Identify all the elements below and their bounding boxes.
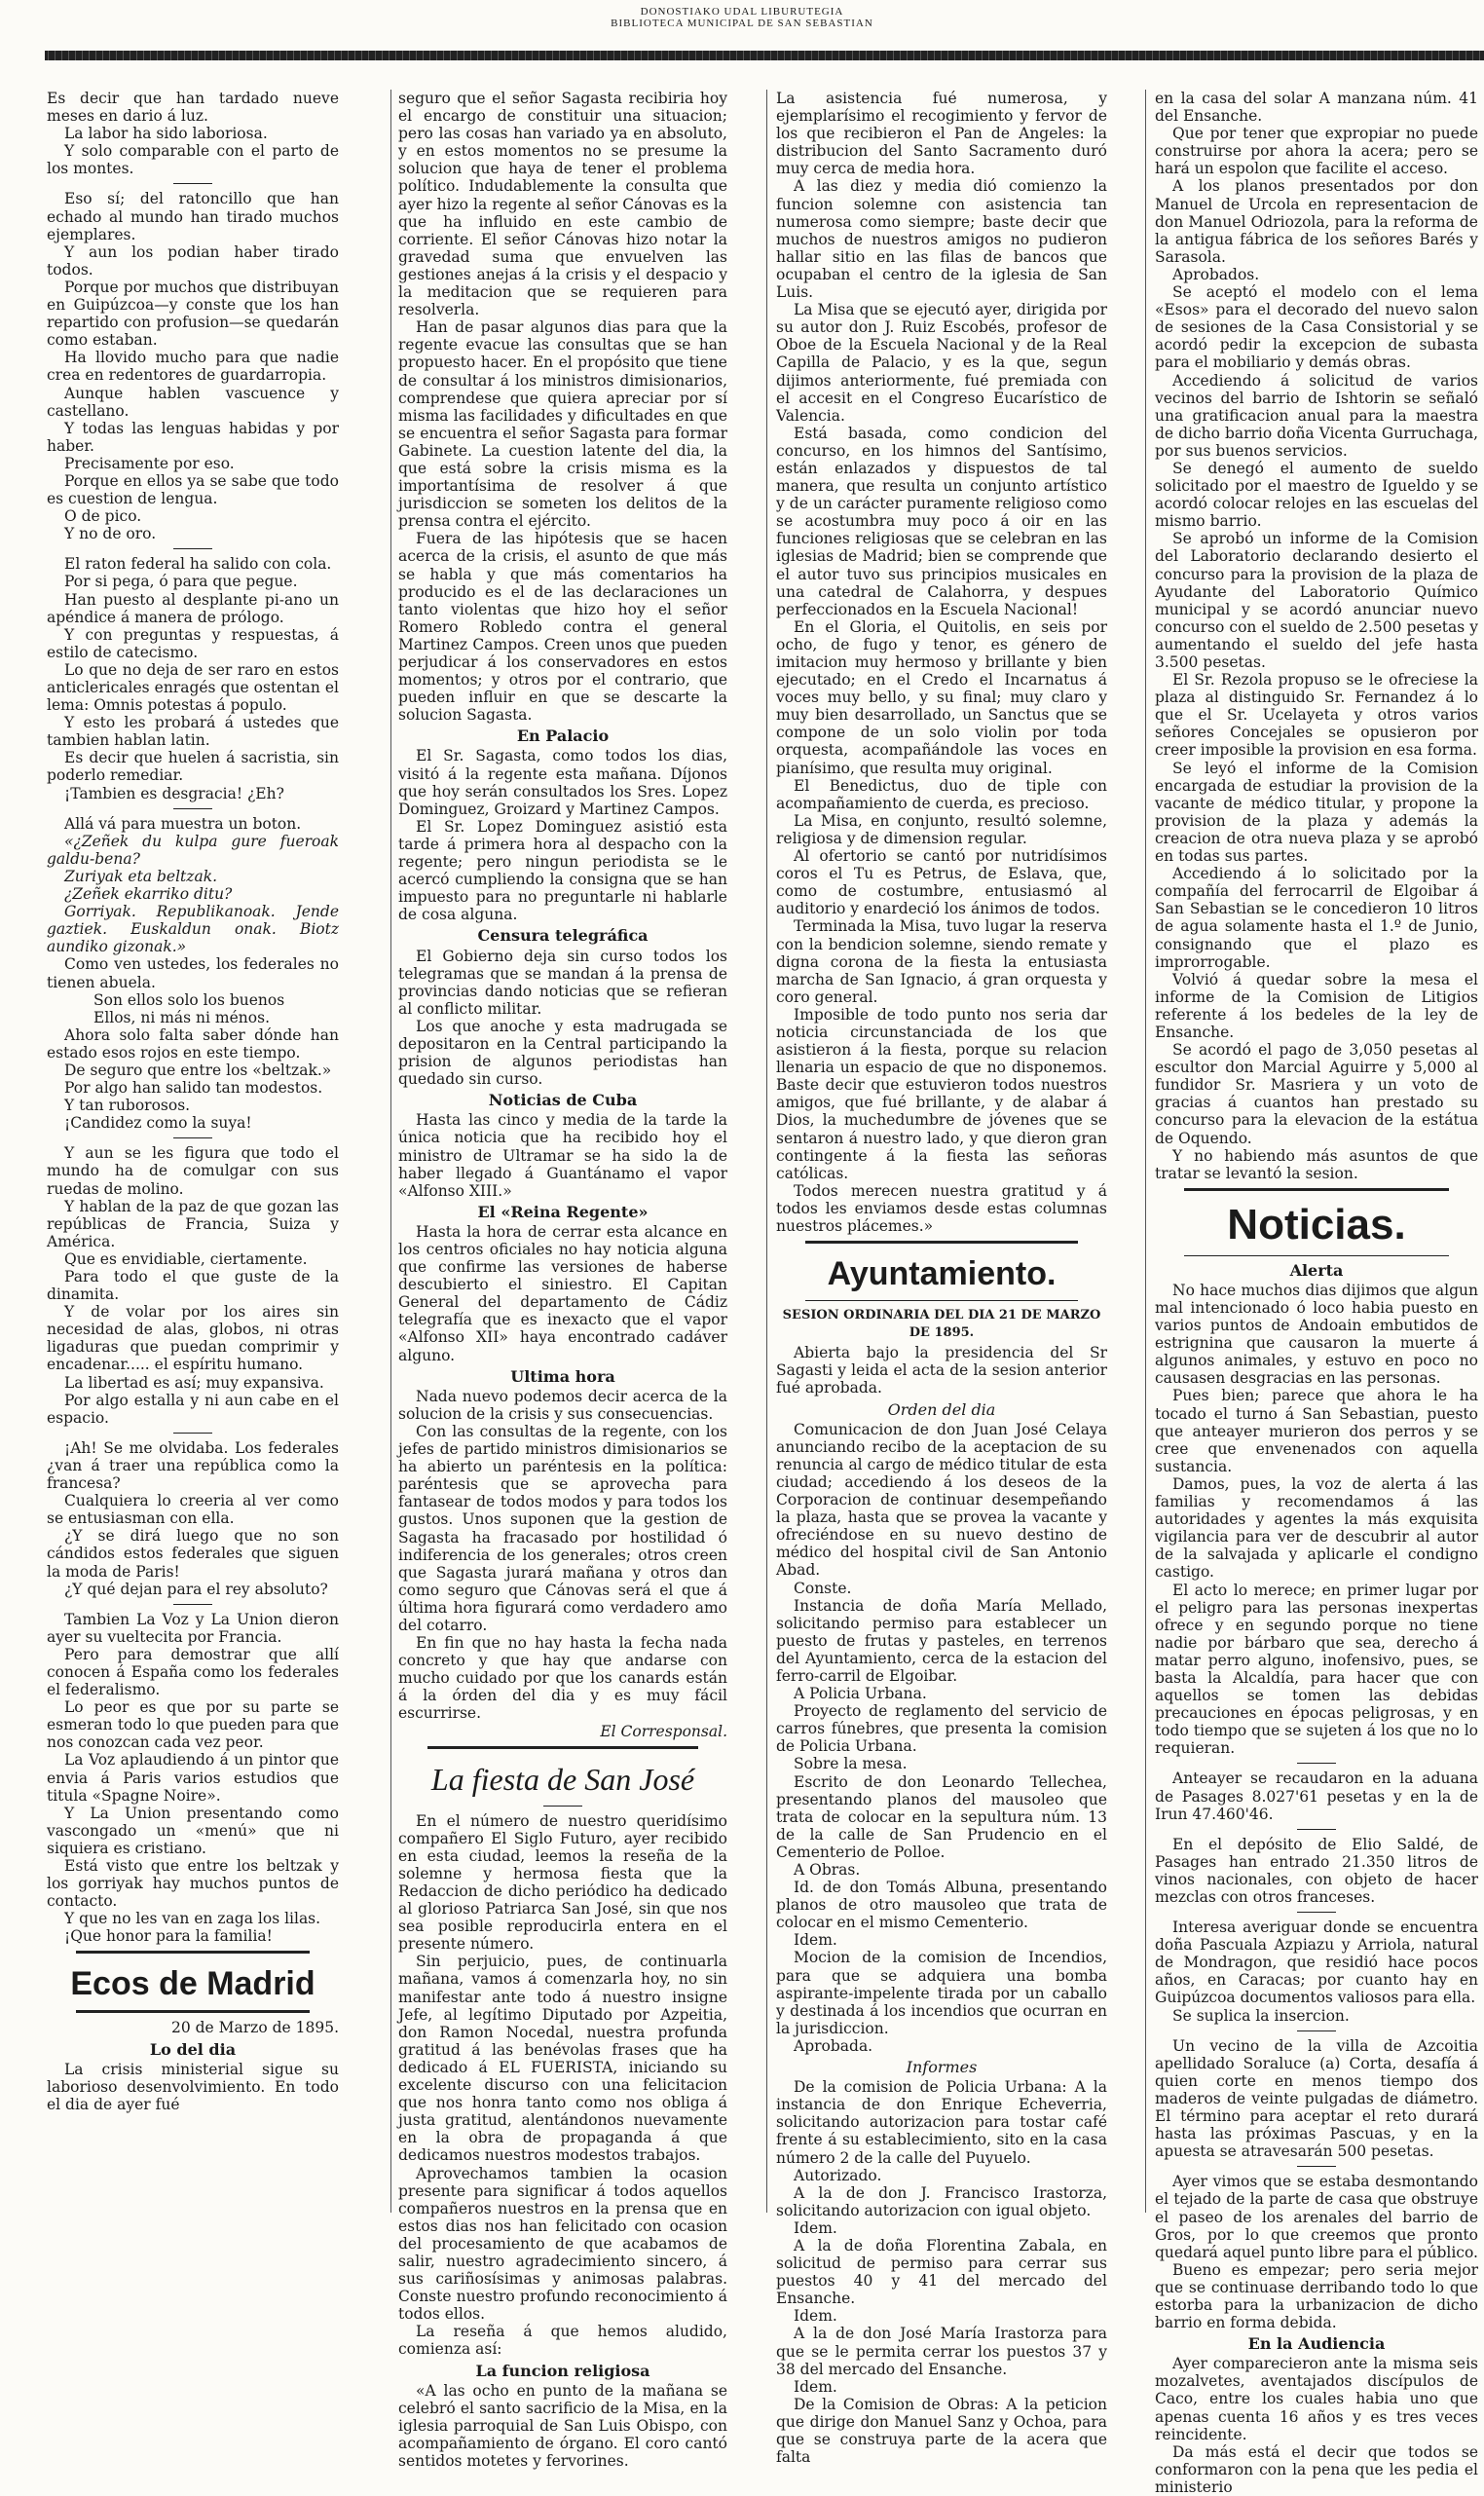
subheading: En Palacio xyxy=(516,726,610,746)
separator xyxy=(543,1806,582,1807)
subheading: Informes xyxy=(906,2058,978,2077)
paragraph: La Misa, en conjunto, resultó solemne, religiosa y de dimension regular. xyxy=(776,811,1107,847)
paragraph: A Policia Urbana. xyxy=(794,1685,927,1703)
paragraph: Idem. xyxy=(794,2218,837,2237)
subheading: Lo del dia xyxy=(149,2039,237,2059)
paragraph: Porque por muchos que distribuyan en Guipúzcoa—y conste que los han repartido con profusion—se quedarán como estaban. xyxy=(47,278,339,350)
paragraph: Al ofertorio se cantó por nutridísimos coros el Tu es Petrus, de Eslava, que, como de costumbre, entusiasmó al auditorio y enardeció los ánimos de todos. xyxy=(776,847,1107,918)
paragraph: Ellos, ni más ni ménos. xyxy=(93,1008,270,1026)
paragraph: Y con preguntas y respuestas, á estilo de catecismo. xyxy=(47,625,339,661)
paragraph: Y tan ruborosos. xyxy=(64,1097,191,1115)
masthead xyxy=(0,6,1484,29)
paragraph: Porque en ellos ya se sabe que todo es cuestion de lengua. xyxy=(47,471,339,508)
paragraph: Para todo el que guste de la dinamita. xyxy=(47,1268,339,1304)
section-rule xyxy=(805,1241,1078,1244)
paragraph: ¿Zeñek ekarriko ditu? xyxy=(64,885,233,904)
paragraph: Volvió á quedar sobre la mesa el informe de la Comision de Litigios referente á los bedeles de la ley de Ensanche. xyxy=(1155,970,1478,1041)
paragraph: A la de don J. Francisco Irastorza, solicitando autorizacion con igual objeto. xyxy=(776,2183,1107,2219)
subheading: Censura telegráfica xyxy=(477,926,649,946)
separator xyxy=(173,183,212,184)
paragraph: ¡Ah! Se me olvidaba. Los federales ¿van á traer una república como la francesa? xyxy=(47,1438,339,1493)
paragraph: Lo peor es que por su parte se esmeran todo lo que pueden para que nos conozcan cada vez peor. xyxy=(47,1698,339,1752)
paragraph: Interesa averiguar donde se encuentra doña Pascuala Azpiazu y Arriola, natural de Mondragon, que residió hace pocos años, en Caracas; por cuanto hay en Guipúzcoa documentos valiosos para ella. xyxy=(1155,1919,1478,2007)
paragraph: Abierta bajo la presidencia del Sr Sagasti y leida el acta de la sesion anterior fué aprobada. xyxy=(776,1344,1107,1397)
subheading: El «Reina Regente» xyxy=(477,1202,649,1221)
subheading: Ultima hora xyxy=(510,1366,615,1386)
paragraph: Mocion de la comision de Incendios, para que se adquiera una bomba aspirante-impelente tirada por un caballo y destinada á los incendios que ocurran en la jurisdiccion. xyxy=(776,1949,1107,2037)
paragraph: De la Comision de Obras: A la peticion que dirige don Manuel Sanz y Ochoa, para que se construya parte de la acera que falta xyxy=(776,2395,1107,2467)
paragraph: Pero para demostrar que allí conocen á España como los federales el federalismo. xyxy=(47,1645,339,1699)
paragraph: Da más está el decir que todos se conformaron con la pena que les pedia el ministerio xyxy=(1155,2442,1478,2496)
paragraph: ¿Y qué dejan para el rey absoluto? xyxy=(64,1580,328,1598)
paragraph: La asistencia fué numerosa, y ejemplarísimo el recogimiento y fervor de los que recibieron el Pan de Angeles: la distribucion del Santo Sacramento duró muy cerca de media hora. xyxy=(776,90,1107,178)
paragraph: Proyecto de reglamento del servicio de carros fúnebres, que presenta la comision de Policia Urbana. xyxy=(776,1702,1107,1756)
paragraph: El Gobierno deja sin curso todos los telegramas que se mandan á la prensa de provincias dando noticias que se refieran al conflicto militar. xyxy=(398,947,727,1018)
paragraph: Como ven ustedes, los federales no tienen abuela. xyxy=(47,955,339,991)
column-1 xyxy=(47,90,339,2213)
paragraph: El raton federal ha salido con cola. xyxy=(64,555,332,574)
paragraph: Gorriyak. Republikanoak. Jende gaztiek. Euskaldun onak. Biotz aundiko gizonak.» xyxy=(47,903,339,956)
separator xyxy=(173,548,212,549)
paragraph: Han puesto al desplante pi-ano un apéndice á manera de prólogo. xyxy=(47,590,339,626)
paragraph: Conste. xyxy=(794,1579,852,1597)
paragraph: Idem. xyxy=(794,2307,837,2326)
paragraph: A Obras. xyxy=(794,1861,861,1879)
paragraph: Autorizado. xyxy=(794,2166,882,2184)
separator xyxy=(173,1604,212,1605)
paragraph: Idem. xyxy=(794,2377,837,2396)
paragraph: La reseña á que hemos aludido, comienza así: xyxy=(398,2323,727,2359)
paragraph: en la casa del solar A manzana núm. 41 del Ensanche. xyxy=(1155,90,1478,126)
separator xyxy=(1297,1829,1336,1830)
paragraph: A la de don José María Irastorza para que se le permita cerrar los puestos 37 y 38 del mercado del Ensanche. xyxy=(776,2325,1107,2378)
paragraph: Ayer vimos que se estaba desmontando el tejado de la parte de casa que obstruye el paseo de los arenales del barrio de Gros, por lo que creemos que pronto quedará aquel punto libre para el público. xyxy=(1155,2173,1478,2261)
paragraph: Ahora solo falta saber dónde han estado esos rojos en este tiempo. xyxy=(47,1025,339,1062)
paragraph: El acto lo merece; en primer lugar por el peligro para las personas inexpertas ofrece y en segundo porque no tiene nadie por bárbaro que sea, derecho á matar perro alguno, inofensivo, pues, se basta la Alcaldía, para hacer que con aquellos se tomen las debidas precauciones en épocas peligrosas, y en todo tiempo que se sujeten á los que no lo requieran. xyxy=(1155,1581,1478,1758)
paragraph: La crisis ministerial sigue su laborioso desenvolvimiento. En todo el dia de ayer fué xyxy=(47,2060,339,2113)
column-4 xyxy=(1155,90,1478,2496)
paragraph: No hace muchos dias dijimos que algun mal intencionado ó loco habia puesto en varios puntos de Andoain embutidos de estrignina que causaron la muerte á algunos animales, y estuvo en poco no causasen desgracias en las personas. xyxy=(1155,1281,1478,1388)
paragraph: Hasta las cinco y media de la tarde la única noticia que ha recibido hoy el ministro de Ultramar se ha sido la de haber llegado á Guantánamo el vapor «Alfonso XIII.» xyxy=(398,1111,727,1200)
paragraph: Con las consultas de la regente, con los jefes de partido ministros dimisionarios se ha abierto un paréntesis en la política: paréntesis que se aprovecha para fantasear de todos modos y para todos los gustos. Unos suponen que la gestion de Sagasta ha fracasado por hostilidad ó indiferencia de los generales; otros creen que Sagasta jurará mañana y otros dan como seguro que Cánovas será el que á última hora figurará como verdadero amo del cotarro. xyxy=(398,1422,727,1634)
paragraph: Anteayer se recaudaron en la aduana de Pasages 8.027'61 pesetas y en la de Irun 47.460'46. xyxy=(1155,1770,1478,1823)
dateline: 20 de Marzo de 1895. xyxy=(170,2019,339,2037)
paragraph: En fin que no hay hasta la fecha nada concreto y que hay que andarse con mucho cuidado por que los canards están á la órden del dia y es muy fácil escurrirse. xyxy=(398,1634,727,1723)
paragraph: O de pico. xyxy=(64,507,142,526)
paragraph: Es decir que han tardado nueve meses en dario á luz. xyxy=(47,90,339,126)
paragraph: Por si pega, ó para que pegue. xyxy=(64,573,298,591)
paragraph: Que es envidiable, ciertamente. xyxy=(64,1249,308,1268)
paragraph: Y solo comparable con el parto de los montes. xyxy=(47,142,339,178)
paragraph: Aunque hablen vascuence y castellano. xyxy=(47,384,339,420)
separator xyxy=(173,1433,212,1434)
column-3 xyxy=(776,90,1107,2467)
paragraph: Está visto que entre los beltzak y los gorriyak hay muchos puntos de contacto. xyxy=(47,1857,339,1911)
section-rule xyxy=(1184,1188,1449,1191)
paragraph: El Sr. Sagasta, como todos los dias, visitó á la regente esta mañana. Díjonos que hoy serán consultados los Sres. Lopez Dominguez, Groizard y Martinez Campos. xyxy=(398,747,727,818)
subheading: En la Audiencia xyxy=(1247,2334,1386,2354)
paragraph: Es decir que huelen á sacristia, sin poderlo remediar. xyxy=(47,749,339,785)
paragraph: Por algo han salido tan modestos. xyxy=(64,1079,323,1098)
paragraph: El Sr. Rezola propuso se le ofreciese la plaza al distinguido Sr. Fernandez á lo que el Sr. Ucelayeta y otros varios señores Concejales se opusieron por creer imposible la provision en esa forma. xyxy=(1155,671,1478,760)
paragraph: Se aceptó el modelo con el lema «Esos» para el decorado del nuevo salon de sesiones de la Casa Consistorial y se acordó pedir la excepcion de subasta para el mobiliario y demás obras. xyxy=(1155,283,1478,372)
paragraph: Sin perjuicio, pues, de continuarla mañana, vamos á comenzarla hoy, no sin manifestar ante todo á nuestro insigne Jefe, al legítimo Diputado por Azpeitia, don Ramon Nocedal, nuestra profunda gratitud á las benévolas frases que ha dedicado á EL FUERISTA, iniciando su excelente discurso con una felicitacion que nos honra tanto como nos obliga á justa gratitud, alentándonos nuevamente en la obra de propaganda á que dedicamos nuestros modestos trabajos. xyxy=(398,1953,727,2165)
paragraph: A las diez y media dió comienzo la funcion solemne con asistencia tan numerosa como siempre; baste decir que muchos de nuestros amigos no pudieron hallar sitio en las filas de bancos que ocupaban el centro de la iglesia de San Luis. xyxy=(776,177,1107,302)
paragraph: La Voz aplaudiendo á un pintor que envia á Paris varios estudios que titula «Spagne Noire». xyxy=(47,1751,339,1805)
column-2 xyxy=(398,90,727,2470)
paragraph: Terminada la Misa, tuvo lugar la reserva con la bendicion solemne, siendo remate y digna corona de la fiesta la entusiasta marcha de San Ignacio, á gran orquesta y coro general. xyxy=(776,917,1107,1006)
paragraph: Ha llovido mucho para que nadie crea en redentores de guardarropia. xyxy=(47,349,339,385)
paragraph: Por algo estalla y ni aun cabe en el espacio. xyxy=(47,1391,339,1427)
section-rule xyxy=(1184,1255,1449,1256)
paragraph: Eso sí; del ratoncillo que han echado al mundo han tirado muchos ejemplares. xyxy=(47,190,339,243)
paragraph: Y La Union presentando como vascongado un «menú» que ni siquiera es cristiano. xyxy=(47,1804,339,1857)
column-divider xyxy=(390,90,391,2213)
separator xyxy=(1297,2166,1336,2167)
section-rule xyxy=(76,1951,310,1954)
subheading: Noticias de Cuba xyxy=(488,1091,638,1110)
section-heading-fiesta-san-jose: La fiesta de San José xyxy=(430,1761,695,1797)
paragraph: Y todas las lenguas habidas y por haber. xyxy=(47,419,339,455)
separator xyxy=(1297,1912,1336,1913)
paragraph: El Sr. Lopez Dominguez asistió esta tarde á primera hora al despacho con la regente; pero ningun periodista se le acercó cumpliendo la consigna que se han impuesto para no preguntarle ni hablarle de cosa alguna. xyxy=(398,817,727,924)
paragraph: Cualquiera lo creeria al ver como se entusiasman con ella. xyxy=(47,1492,339,1528)
paragraph: Instancia de doña María Mellado, solicitando permiso para establecer un puesto de frutas y pasteles, en terrenos del Ayuntamiento, cerca de la estacion del ferro-carril de Elgoibar. xyxy=(776,1596,1107,1685)
paragraph: Damos, pues, la voz de alerta á las familias y recomendamos á las autoridades y agentes la más exquisita vigilancia para ver de descubrir al autor de la salvajada y aplicarle el condigno castigo. xyxy=(1155,1474,1478,1582)
section-rule xyxy=(76,2010,310,2013)
paragraph: Y no habiendo más asuntos de que tratar se levantó la sesion. xyxy=(1155,1146,1478,1182)
paragraph: Escrito de don Leonardo Tellechea, presentando planos del mausoleo que trata de colocar en la sepultura núm. 13 de la calle de San Prudencio en el Cementerio de Polloe. xyxy=(776,1772,1107,1861)
signature: El Corresponsal. xyxy=(600,1722,727,1740)
paragraph: Idem. xyxy=(794,1931,837,1950)
paragraph: Y aun los podian haber tirado todos. xyxy=(47,242,339,279)
paragraph: Id. de don Tomás Albuna, presentando planos de otro mausoleo que trata de colocar en el mismo Cementerio. xyxy=(776,1879,1107,1932)
paragraph: ¡Tambien es desgracia! ¿Eh? xyxy=(64,784,284,802)
library-name-spanish: BIBLIOTECA MUNICIPAL DE SAN SEBASTIAN xyxy=(611,18,873,29)
paragraph: Y que no les van en zaga los lilas. xyxy=(64,1910,321,1928)
section-heading-ayuntamiento: Ayuntamiento. xyxy=(827,1255,1057,1293)
paragraph: La libertad es así; muy expansiva. xyxy=(64,1373,324,1392)
paragraph: Se acordó el pago de 3,050 pesetas al escultor don Marcial Aguirre y 5,000 al fundidor Sr. Masriera y un voto de gracias á cuantos han prestado su concurso para la elevacion de la estátua de Oquendo. xyxy=(1155,1041,1478,1147)
separator xyxy=(173,808,212,809)
column-divider xyxy=(766,90,767,2213)
paragraph: Accediendo á solicitud de varios vecinos del barrio de Ishtorin se señaló una gratificacion anual para la maestra de dicho barrio doña Vicenta Gurruchaga, por sus buenos servicios. xyxy=(1155,371,1478,460)
paragraph: Un vecino de la villa de Azcoitia apellidado Soraluce (a) Corta, desafía á quien corte en menos tiempo dos maderos de veinte pulgadas de diámetro. El término para aceptar el reto durará hasta las próximas Pascuas, y en la apuesta se atravesarán 500 pesetas. xyxy=(1155,2036,1478,2161)
paragraph: ¿Y se dirá luego que no son cándidos estos federales que siguen la moda de Paris! xyxy=(47,1527,339,1581)
library-name-basque: DONOSTIAKO UDAL LIBURUTEGIA xyxy=(640,6,844,18)
paragraph: Aprovechamos tambien la ocasion presente para significar á todos aquellos compañeros nuestros en la prensa que en estos dias nos han felicitado con ocasion del procesamiento de que acabamos de salir, nuestro agradecimiento sincero, á sus cariñosísimas y animosas palabras. Conste nuestro profundo reconocimiento á todos ellos. xyxy=(398,2164,727,2324)
paragraph: Nada nuevo podemos decir acerca de la solucion de la crisis y sus consecuencias. xyxy=(398,1387,727,1423)
paragraph: Han de pasar algunos dias para que la regente evacue las consultas que se han propuesto hacer. En el propósito que tiene de consultar á los ministros dimisionarios, comprendese que quiera apreciar por sí misma las facilidades y dificultades en que se encuentra el señor Sagasta para formar Gabinete. La cuestion latente del dia, la que está sobre la crisis misma es la importantísima de resolver á que jurisdiccion se someten los delitos de la prensa contra el ejército. xyxy=(398,318,727,531)
section-rule xyxy=(427,1746,698,1749)
paragraph: Y de volar por los aires sin necesidad de alas, globos, ni otras ligaduras que puedan comprimir y encadenar..... el espíritu humano. xyxy=(47,1303,339,1374)
paragraph: Se denegó el aumento de sueldo solicitado por el maestro de Igueldo y se acordó colocar relojes en las escuelas del mismo barrio. xyxy=(1155,459,1478,531)
paragraph: seguro que el señor Sagasta recibiria hoy el encargo de constituir una situacion; pero las cosas han variado ya en absoluto, y en estos momentos no se presume la solucion que haya de tener el problema político. Indudablemente la consulta que ayer hizo la regente al señor Cánovas es la que ha influido en este cambio de corriente. El señor Cánovas hizo notar la gravedad suma que envuelven las gestiones anejas á la crisis y el despacio y la meditacion que se requieren para resolverla. xyxy=(398,90,727,319)
paragraph: Zuriyak eta beltzak. xyxy=(64,867,218,885)
paragraph: En el Gloria, el Quitolis, en seis por ocho, de fugo y tenor, es género de imitacion muy hermoso y brillante y bien ejecutado; en el Credo el Incarnatus á voces muy bello, y su final; muy claro y muy bien desarrollado, un Sanctus que se compone de un solo violin por toda orquesta, acompañándole las voces en pianísimo, que resulta muy original. xyxy=(776,617,1107,777)
paragraph: Está basada, como condicion del concurso, en los himnos del Santísimo, están enlazados y dispuestos de tal manera, que resulta un conjunto artístico y de un carácter puramente religioso como se acostumbra muy poco á oir en las funciones religiosas que se celebran en las iglesias de Madrid; bien se comprende que el autor tuvo sus principios musicales en una catedral de Calahorra, y despues perfeccionados en la Escuela Nacional! xyxy=(776,424,1107,618)
paragraph: Se suplica la insercion. xyxy=(1172,2006,1350,2025)
subheading: Alerta xyxy=(1289,1260,1344,1280)
paragraph: Hasta la hora de cerrar esta alcance en los centros oficiales no hay noticia alguna que confirme las versiones de haberse descubierto el siniestro. El Capitan General del departamento de Cádiz telegrafía que es inexacto que el vapor «Alfonso XII» haya encontrado cadáver alguno. xyxy=(398,1222,727,1364)
paragraph: Y aun se les figura que todo el mundo ha de comulgar con sus ruedas de molino. xyxy=(47,1144,339,1198)
section-rule xyxy=(805,1300,1078,1301)
paragraph: Los que anoche y esta madrugada se depositaron en la Central participando la prision de algunos periodistas han quedado sin curso. xyxy=(398,1017,727,1089)
paragraph: Todos merecen nuestra gratitud y á todos les enviamos desde estas columnas nuestros plácemes.» xyxy=(776,1181,1107,1235)
paragraph: Sobre la mesa. xyxy=(794,1755,908,1773)
paragraph: La Misa que se ejecutó ayer, dirigida por su autor don J. Ruiz Escobés, profesor de Oboe de la Escuela Nacional y de la Real Capilla de Palacio, y es la que, segun dijimos anteriormente, fué premiada con el accesit en el Congreso Eucarístico de Valencia. xyxy=(776,301,1107,425)
paragraph: Ayer comparecieron ante la misma seis mozalvetes, aventajados discípulos de Caco, entre los cuales habia uno que apenas cuenta 16 años y es tres veces reincidente. xyxy=(1155,2355,1478,2443)
paragraph: Aprobados. xyxy=(1172,265,1260,283)
paragraph: En el depósito de Elio Saldé, de Pasages han entrado 21.350 litros de vinos nacionales, con objeto de hacer mezclas con otros franceses. xyxy=(1155,1835,1478,1906)
section-heading-ecos-de-madrid: Ecos de Madrid xyxy=(70,1965,315,2003)
paragraph: Lo que no deja de ser raro en estos anticlericales enragés que ostentan el lema: Omnis potestas á populo. xyxy=(47,660,339,715)
paragraph: Bueno es empezar; pero seria mejor que se continuase derribando todo lo que estorba para la urbanizacion de dicho barrio en forma debida. xyxy=(1155,2260,1478,2332)
paragraph: Que por tener que expropiar no puede construirse por ahora la acera; pero se hará un espolon que facilite el acceso. xyxy=(1155,125,1478,178)
paragraph: Aprobada. xyxy=(794,2036,873,2055)
paragraph: En el número de nuestro queridísimo compañero El Siglo Futuro, ayer recibido en esta ciudad, leemos la reseña de la solemne y hermosa fiesta que la Redaccion de dicho periódico ha dedicado al glorioso Patriarca San José, sin que nos sea posible reproducirla entera en el presente número. xyxy=(398,1811,727,1954)
paragraph: Y hablan de la paz de que gozan las repúblicas de Francia, Suiza y América. xyxy=(47,1197,339,1250)
paragraph: Tambien La Voz y La Union dieron ayer su vueltecita por Francia. xyxy=(47,1610,339,1646)
paragraph: Se leyó el informe de la Comision encargada de estudiar la provision de la vacante de médico titular, y propone la provision de la plaza y además la creacion de otra nueva plaza y se aprobó en todas sus partes. xyxy=(1155,759,1478,866)
session-title: SESION ORDINARIA DEL DIA 21 DE MARZO DE 1895. xyxy=(782,1308,1101,1341)
paragraph: ¡Candidez como la suya! xyxy=(64,1114,252,1133)
paragraph: Accediendo á lo solicitado por la compañía del ferrocarril de Elgoibar á San Sebastian se le concedieron 10 litros de agua solamente hasta el 1.º de Junio, consignando que el plazo es improrrogable. xyxy=(1155,865,1478,971)
ornamental-rule xyxy=(45,51,1484,60)
paragraph: A los planos presentados por don Manuel de Urcola en representacion de don Manuel Odriozola, para la reforma de la antigua fábrica de los señores Barés y Sarasola. xyxy=(1155,177,1478,266)
subheading: Orden del dia xyxy=(887,1399,996,1419)
paragraph: De la comision de Policia Urbana: A la instancia de don Enrique Echeverria, solicitando autorizacion para tostar café frente á su establecimiento, sito en la casa número 2 de la calle del Puyuelo. xyxy=(776,2078,1107,2167)
paragraph: Imposible de todo punto nos seria dar noticia circunstanciada de los que asistieron á la fiesta, porque su relacion llenaria un espacio de que no disponemos. Baste decir que estuvieron todos nuestros amigos, que fué brillante, y de alabar á Dios, la muchedumbre de jóvenes que se sentaron á nuestro lado, y que dieron gran contingente á la fiesta las señoras católicas. xyxy=(776,1005,1107,1182)
paragraph: «A las ocho en punto de la mañana se celebró el santo sacrificio de la Misa, en la iglesia parroquial de San Luis Obispo, con acompañamiento de órgano. El coro cantó sentidos motetes y fervorines. xyxy=(398,2381,727,2470)
column-divider xyxy=(1145,90,1146,2213)
paragraph: El Benedictus, duo de tiple con acompañamiento de cuerda, es precioso. xyxy=(776,776,1107,812)
paragraph: Se aprobó un informe de la Comision del Laboratorio declarando desierto el concurso para la provision de la plaza de Ayudante del Laboratorio Químico municipal y se acordó anunciar nuevo concurso con el sueldo de 2.500 pesetas y aumentando el sueldo del jefe hasta 3.500 pesetas. xyxy=(1155,530,1478,671)
paragraph: Pues bien; parece que ahora le ha tocado el turno á San Sebastian, puesto que anteayer murieron dos perros y se cree que envenenados con aquella sustancia. xyxy=(1155,1387,1478,1475)
paragraph: Precisamente por eso. xyxy=(64,454,235,472)
paragraph: Y esto les probará á ustedes que tambien hablan latin. xyxy=(47,714,339,750)
paragraph: A la de doña Florentina Zabala, en solicitud de permiso para cerrar sus puestos 40 y 41 del mercado del Ensanche. xyxy=(776,2236,1107,2308)
paragraph: Allá vá para muestra un boton. xyxy=(64,814,302,833)
separator xyxy=(1297,2030,1336,2031)
paragraph: La labor ha sido laboriosa. xyxy=(64,125,268,143)
section-heading-noticias: Noticias. xyxy=(1227,1200,1406,1248)
paragraph: Y no de oro. xyxy=(64,525,157,543)
separator xyxy=(1297,1763,1336,1764)
separator xyxy=(173,1137,212,1138)
paragraph: Fuera de las hipótesis que se hacen acerca de la crisis, el asunto de que más se habla y que más comentarios ha producido es el de las declaraciones un tanto violentas que hizo hoy el señor Romero Robledo contra el general Martinez Campos. Creen unos que pueden perjudicar á los conservadores en estos momentos; y otros por el contrario, que pueden influir en que se descarte la solucion Sagasta. xyxy=(398,530,727,725)
paragraph: De seguro que entre los «beltzak.» xyxy=(64,1061,332,1079)
paragraph: ¡Que honor para la familia! xyxy=(64,1927,273,1946)
paragraph: «¿Zeñek du kulpa gure fueroak galdu-bena? xyxy=(47,832,339,868)
subheading: La funcion religiosa xyxy=(475,2361,650,2380)
paragraph: Son ellos solo los buenos xyxy=(93,990,285,1009)
paragraph: Comunicacion de don Juan José Celaya anunciando recibo de la aceptacion de su renuncia al cargo de médico titular de esta ciudad; accediendo á los deseos de la Corporacion de continuar desempeñando la plaza, hasta que se provea la vacante y ofreciéndose en su nuevo destino de médico del hospital civil de San Antonio Abad. xyxy=(776,1420,1107,1580)
